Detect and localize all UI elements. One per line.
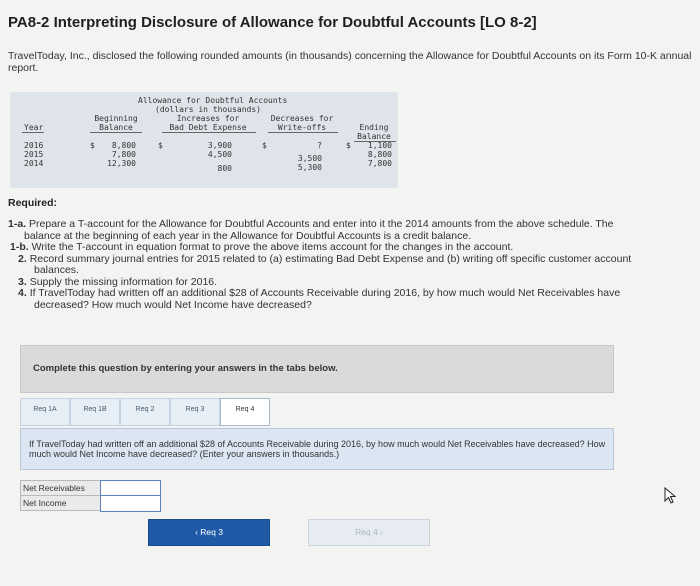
- header-increases-1: Increases for: [176, 114, 240, 123]
- next-req-button[interactable]: Req 4 ›: [308, 519, 430, 546]
- requirement-text-cont: balances.: [34, 264, 79, 276]
- row-2016-ending: 1,100: [367, 141, 392, 150]
- row-2015-beginning: 7,800: [111, 150, 136, 159]
- requirement-text-cont: decreased? How much would Net Income have decreased?: [34, 298, 312, 311]
- dollar-sign: $: [90, 141, 95, 150]
- row-2014-beginning: 12,300: [107, 159, 136, 168]
- net-income-input[interactable]: [100, 495, 161, 512]
- dollar-sign: $: [262, 141, 267, 150]
- header-beginning-1: Beginning: [94, 114, 138, 123]
- requirement-text: Supply the missing information for 2016.: [29, 275, 218, 288]
- row-2014-decreases: 5,300: [297, 163, 322, 172]
- header-beginning-2: Balance: [99, 123, 133, 132]
- requirements-list: [8, 219, 688, 311]
- requirement-text: Prepare a T-account for the Allowance for Doubtful Accounts and enter into it the 2014 amounts from the above schedule. The: [29, 218, 614, 230]
- header-ending-1: Ending: [359, 123, 389, 132]
- dollar-sign: $: [158, 141, 163, 150]
- requirement-number: 2.: [18, 252, 27, 265]
- schedule-title: Allowance for Doubtful Accounts: [138, 96, 288, 105]
- tab-req-1a[interactable]: Req 1A: [20, 398, 70, 426]
- requirement-text: If TravelToday had written off an additional $28 of Accounts Receivable during 2016, by how much would Net Receivables have: [29, 287, 621, 299]
- requirement-number: 4.: [18, 287, 27, 299]
- requirement-text-cont: balance at the beginning of each year in the Allowance for Doubtful Accounts is a credit balance.: [24, 229, 472, 242]
- schedule-subtitle: (dollars in thousands): [155, 105, 261, 114]
- header-ending-2: Balance: [357, 132, 391, 141]
- row-2015-increases: 4,500: [207, 150, 232, 159]
- header-increases-2: Bad Debt Expense: [169, 123, 247, 132]
- row-2015-year: 2015: [24, 150, 44, 159]
- header-decreases-2: Write-offs: [277, 123, 327, 132]
- row-2015-decreases: 3,500: [297, 154, 322, 163]
- row-2015-ending: 8,800: [367, 150, 392, 159]
- row-2014-ending: 7,800: [367, 159, 392, 168]
- row-2016-beginning: 8,800: [111, 141, 136, 150]
- row-2014-increases: 800: [217, 164, 232, 173]
- requirement-text: Record summary journal entries for 2015 related to (a) estimating Bad Debt Expense and (b) writing off specific customer account: [29, 252, 632, 265]
- mouse-cursor-icon: [664, 487, 678, 505]
- row-2016-increases: 3,900: [207, 141, 232, 150]
- required-label: Required:: [8, 197, 58, 209]
- header-year: Year: [24, 123, 44, 132]
- tab-req-2[interactable]: Req 2: [120, 398, 170, 426]
- tab-req-1b[interactable]: Req 1B: [70, 398, 120, 426]
- row-2014-year: 2014: [24, 159, 44, 168]
- requirement-text: Write the T-account in equation format to prove the above items account for the changes in the account.: [31, 241, 514, 253]
- net-income-label: Net Income: [20, 495, 102, 511]
- question-text: If TravelToday had written off an additional $28 of Accounts Receivable during 2016, by how much would Net Receivables have decreased? How much would Net Income have decreased? (Enter your answers in thousands.): [29, 439, 606, 459]
- requirement-number: 1-b.: [10, 241, 29, 253]
- row-2016-decreases: ?: [317, 141, 322, 150]
- complete-question-banner: [20, 345, 614, 393]
- header-decreases-1: Decreases for: [270, 114, 334, 123]
- requirement-number: 1-a.: [8, 218, 27, 230]
- requirement-number: 3.: [18, 275, 27, 288]
- complete-prompt: Complete this question by entering your answers in the tabs below.: [33, 363, 338, 374]
- requirement-4: [8, 288, 688, 311]
- requirement-2: [8, 254, 688, 277]
- page-title: PA8-2 Interpreting Disclosure of Allowance for Doubtful Accounts [LO 8-2]: [8, 14, 537, 31]
- net-receivables-label: Net Receivables: [20, 480, 102, 496]
- tab-req-3[interactable]: Req 3: [170, 398, 220, 426]
- dollar-sign: $: [346, 141, 351, 150]
- row-2016-year: 2016: [24, 141, 44, 150]
- question-box: [20, 428, 614, 470]
- allowance-schedule: [10, 92, 398, 188]
- intro-text: TravelToday, Inc., disclosed the following rounded amounts (in thousands) concerning the Allowance for Doubtful Accounts on its Form 10-K annual report.: [8, 50, 692, 74]
- tab-req-4[interactable]: Req 4: [220, 398, 270, 426]
- prev-req-button[interactable]: ‹ Req 3: [148, 519, 270, 546]
- requirement-1a: [8, 219, 688, 242]
